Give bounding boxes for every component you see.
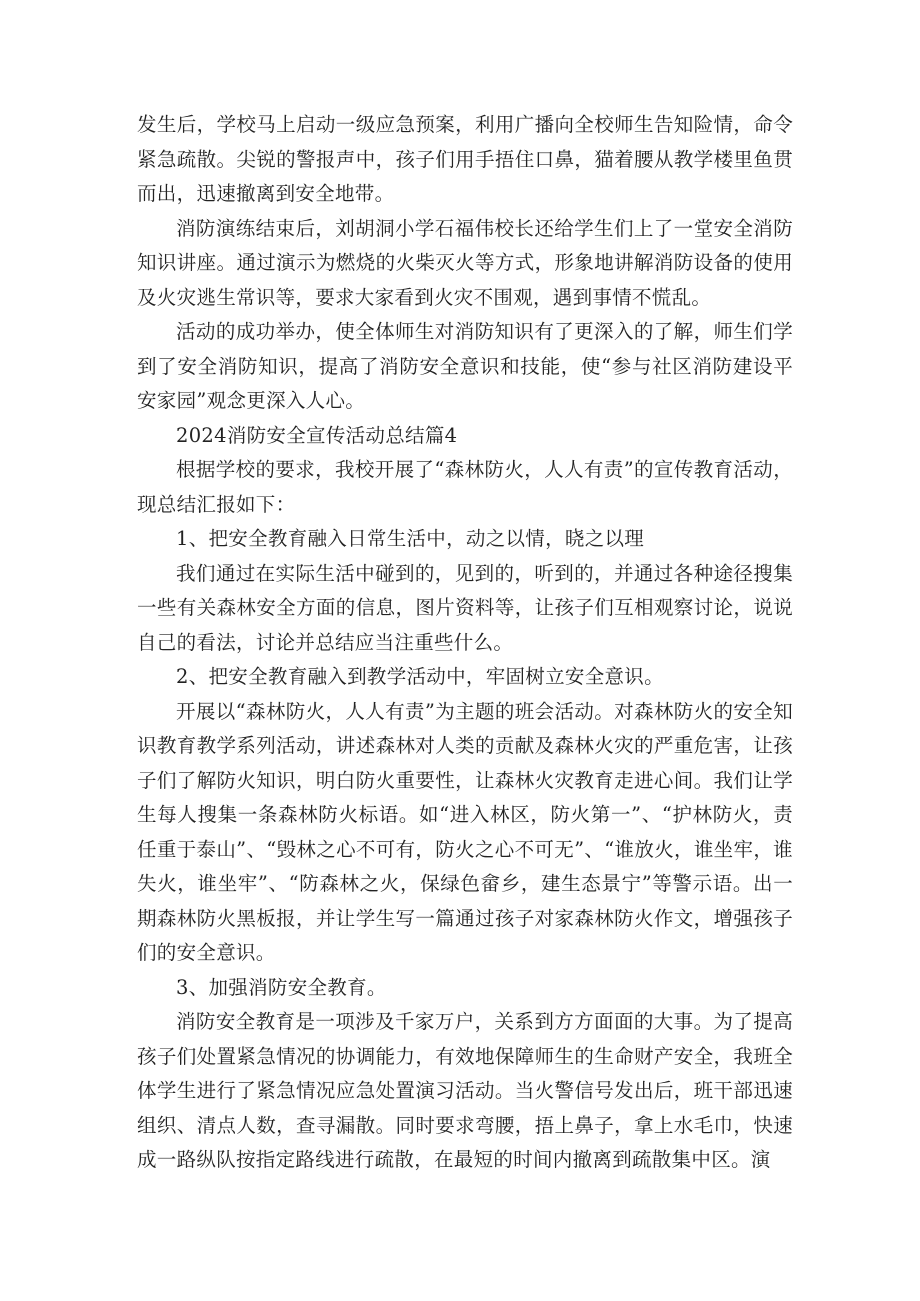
paragraph-point-3: 消防安全教育是一项涉及千家万户，关系到方方面面的大事。为了提高孩子们处置紧急情况的协调能力，有效地保障师生的生命财产安全，我班全体学生进行了紧急情况应急处置演习活动。当火警信号发出后，班干部迅速组织、清点人数，查寻漏散。同时要求弯腰，捂上鼻子，拿上水毛巾，快速成一路纵队按指定路线进行疏散，在最短的时间内撤离到疏散集中区。演 [137,1010,793,1171]
paragraph-continuation: 发生后，学校马上启动一级应急预案，利用广播向全校师生告知险情，命令紧急疏散。尖锐的警报声中，孩子们用手捂住口鼻，猫着腰从教学楼里鱼贯而出，迅速撤离到安全地带。 [137,113,793,205]
paragraph-intro: 根据学校的要求，我校开展了“森林防火，人人有责”的宣传教育活动，现总结汇报如下： [137,458,793,516]
paragraph-activity-success: 活动的成功举办，使全体师生对消防知识有了更深入的了解，师生们学到了安全消防知识，提高了消防安全意识和技能，使“参与社区消防建设平安家园”观念更深入人心。 [137,320,793,412]
paragraph-point-2: 开展以“森林防火，人人有责”为主题的班会活动。对森林防火的安全知识教育教学系列活动，讲述森林对人类的贡献及森林火灾的严重危害，让孩子们了解防火知识，明白防火重要性，让森林火灾教育走进心间。我们让学生每人搜集一条森林防火标语。如“进入林区，防火第一”、“护林防火，责任重于泰山”、“毁林之心不可有，防火之心不可无”、“谁放火，谁坐牢，谁失火，谁坐牢”、“防森林之火，保绿色畲乡，建生态景宁”等警示语。出一期森林防火黑板报，并让学生写一篇通过孩子对家森林防火作文，增强孩子们的安全意识。 [137,699,793,964]
paragraph-point-1: 我们通过在实际生活中碰到的，见到的，听到的，并通过各种途径搜集一些有关森林安全方面的信息，图片资料等，让孩子们互相观察讨论，说说自己的看法，讨论并总结应当注重些什么。 [137,561,793,654]
list-heading-3: 3、加强消防安全教育。 [176,975,387,999]
list-heading-1: 1、把安全教育融入日常生活中，动之以情，晓之以理 [176,527,645,550]
section-heading-part4: 2024消防安全宣传活动总结篇4 [176,423,458,447]
paragraph-drill-lecture: 消防演练结束后，刘胡洞小学石福伟校长还给学生们上了一堂安全消防知识讲座。通过演示为燃烧的火柴灭火等方式，形象地讲解消防设备的使用及火灾逃生常识等，要求大家看到火灾不围观，遇到事情不慌乱。 [137,216,793,309]
list-heading-2: 2、把安全教育融入到教学活动中，牢固树立安全意识。 [176,665,664,688]
document-body [137,108,793,1178]
